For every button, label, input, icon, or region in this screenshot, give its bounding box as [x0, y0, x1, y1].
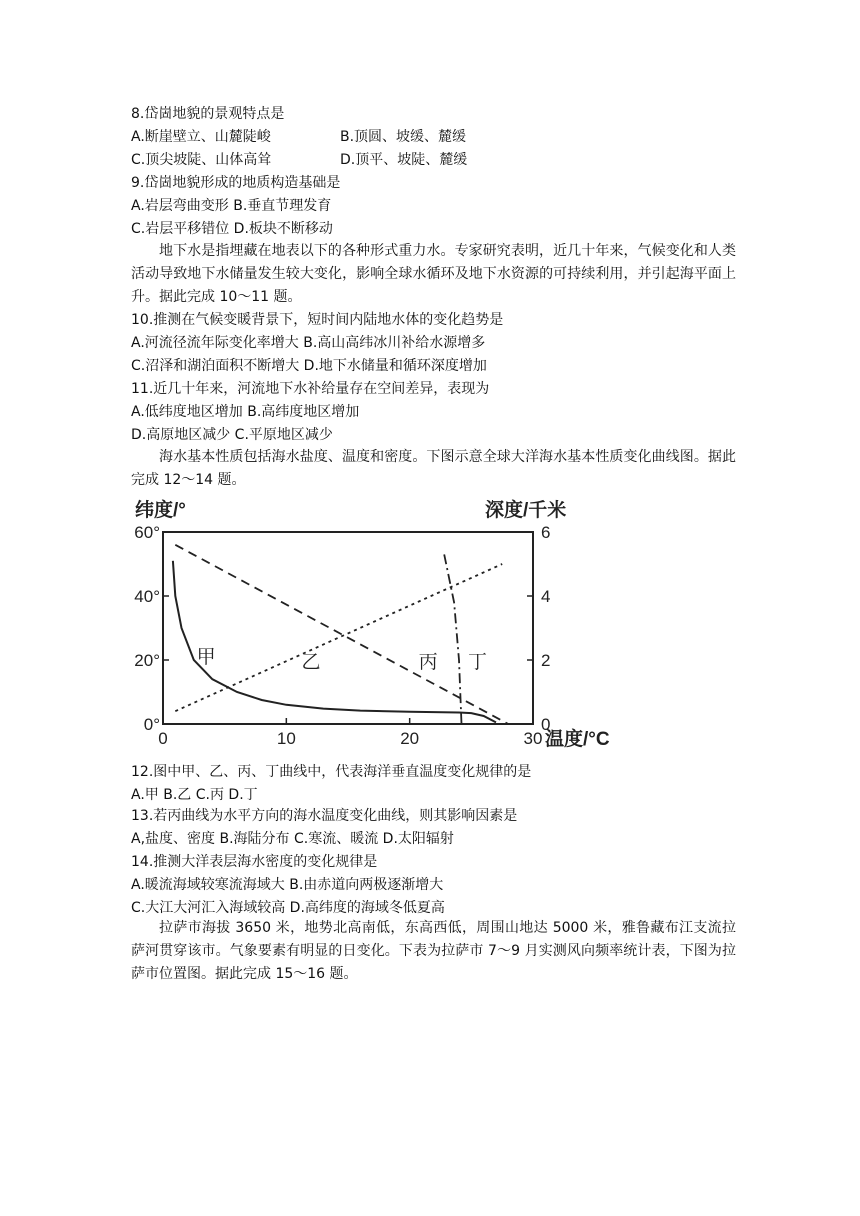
q10-stem: 10.推测在气候变暖背景下，短时间内陆地水体的变化趋势是	[131, 312, 504, 328]
seawater-property-chart	[131, 494, 611, 756]
series-label-3: 丙	[418, 652, 438, 673]
q11-stem: 11.近几十年来，河流地下水补给量存在空间差异，表现为	[131, 381, 490, 397]
passage-seawater: 海水基本性质包括海水盐度、温度和密度。下图示意全球大洋海水基本性质变化曲线图。据此完成 12～14 题。	[131, 449, 736, 488]
q14-options-ab: A.暖流海域较寒流海域大 B.由赤道向两极逐渐增大	[131, 877, 444, 893]
y-left-tick-label: 40°	[134, 587, 160, 606]
q9-options-cd: C.岩层平移错位 D.板块不断移动	[131, 221, 333, 237]
series-line-1	[173, 561, 496, 723]
q9-stem: 9.岱崮地貌形成的地质构造基础是	[131, 175, 341, 191]
q10-options-cd: C.沼泽和湖泊面积不断增大 D.地下水储量和循环深度增加	[131, 358, 487, 374]
x-tick-label: 20	[400, 729, 420, 748]
y-axis-label-right: 深度/千米	[485, 500, 567, 521]
q14-stem: 14.推测大洋表层海水密度的变化规律是	[131, 854, 378, 870]
q13-options: A,盐度、密度 B.海陆分布 C.寒流、暖流 D.太阳辐射	[131, 831, 454, 847]
q14-options-cd: C.大江大河汇入海域较高 D.高纬度的海域冬低夏高	[131, 900, 445, 916]
y-right-tick-label: 6	[541, 523, 551, 542]
q8-stem: 8.岱崮地貌的景观特点是	[131, 106, 285, 122]
y-right-tick-label: 4	[541, 587, 551, 606]
x-axis-label: 温度/°C	[545, 729, 610, 750]
q8-options-ab	[131, 127, 466, 147]
q8-option-d: D.顶平、坡陡、麓缓	[340, 152, 468, 168]
y-right-tick-label: 0	[541, 715, 551, 734]
series-line-4	[444, 554, 461, 724]
chart-svg	[131, 494, 611, 756]
series-label-2: 乙	[301, 652, 321, 673]
q8-option-b: B.顶圆、坡缓、麓缓	[340, 129, 467, 145]
q13-stem: 13.若丙曲线为水平方向的海水温度变化曲线，则其影响因素是	[131, 808, 518, 824]
x-tick-label: 10	[276, 729, 296, 748]
y-left-tick-label: 60°	[134, 523, 160, 542]
q11-options-cd: D.高原地区减少 C.平原地区减少	[131, 427, 333, 443]
series-label-1: 甲	[196, 647, 216, 669]
series-label-4: 丁	[467, 652, 488, 673]
q12-stem: 12.图中甲、乙、丙、丁曲线中，代表海洋垂直温度变化规律的是	[131, 764, 532, 780]
q8-option-a: A.断崖壁立、山麓陡峻	[131, 129, 271, 145]
x-tick-label: 30	[523, 729, 543, 748]
y-right-tick-label: 2	[541, 651, 551, 670]
passage-lhasa: 拉萨市海拔 3650 米，地势北高南低，东高西低，周围山地达 5000 米，雅鲁藏布江支流拉萨河贯穿该市。气象要素有明显的日变化。下表为拉萨市 7～9 月实测风向频率统计表，下图为拉萨市位置图。据此完成 15～16 题。	[131, 920, 736, 982]
q8-option-c: C.顶尖坡陡、山体高耸	[131, 152, 272, 168]
y-axis-label-left: 纬度/°	[135, 500, 186, 521]
q10-options-ab: A.河流径流年际变化率增大 B.高山高纬冰川补给水源增多	[131, 335, 486, 351]
q9-options-ab: A.岩层弯曲变形 B.垂直节理发育	[131, 198, 332, 214]
plot-frame	[163, 532, 533, 724]
x-tick-label: 0	[158, 729, 168, 748]
series-line-2	[175, 564, 502, 711]
series-line-3	[175, 545, 508, 724]
y-left-tick-label: 20°	[134, 651, 160, 670]
y-left-tick-label: 0°	[143, 715, 160, 734]
passage-groundwater: 地下水是指埋藏在地表以下的各种形式重力水。专家研究表明，近几十年来，气候变化和人类活动导致地下水储量发生较大变化，影响全球水循环及地下水资源的可持续利用，并引起海平面上升。据此完成 10～11 题。	[131, 243, 736, 305]
q8-options-cd	[131, 150, 467, 170]
q12-options: A.甲 B.乙 C.丙 D.丁	[131, 787, 258, 803]
q11-options-ab: A.低纬度地区增加 B.高纬度地区增加	[131, 404, 360, 420]
